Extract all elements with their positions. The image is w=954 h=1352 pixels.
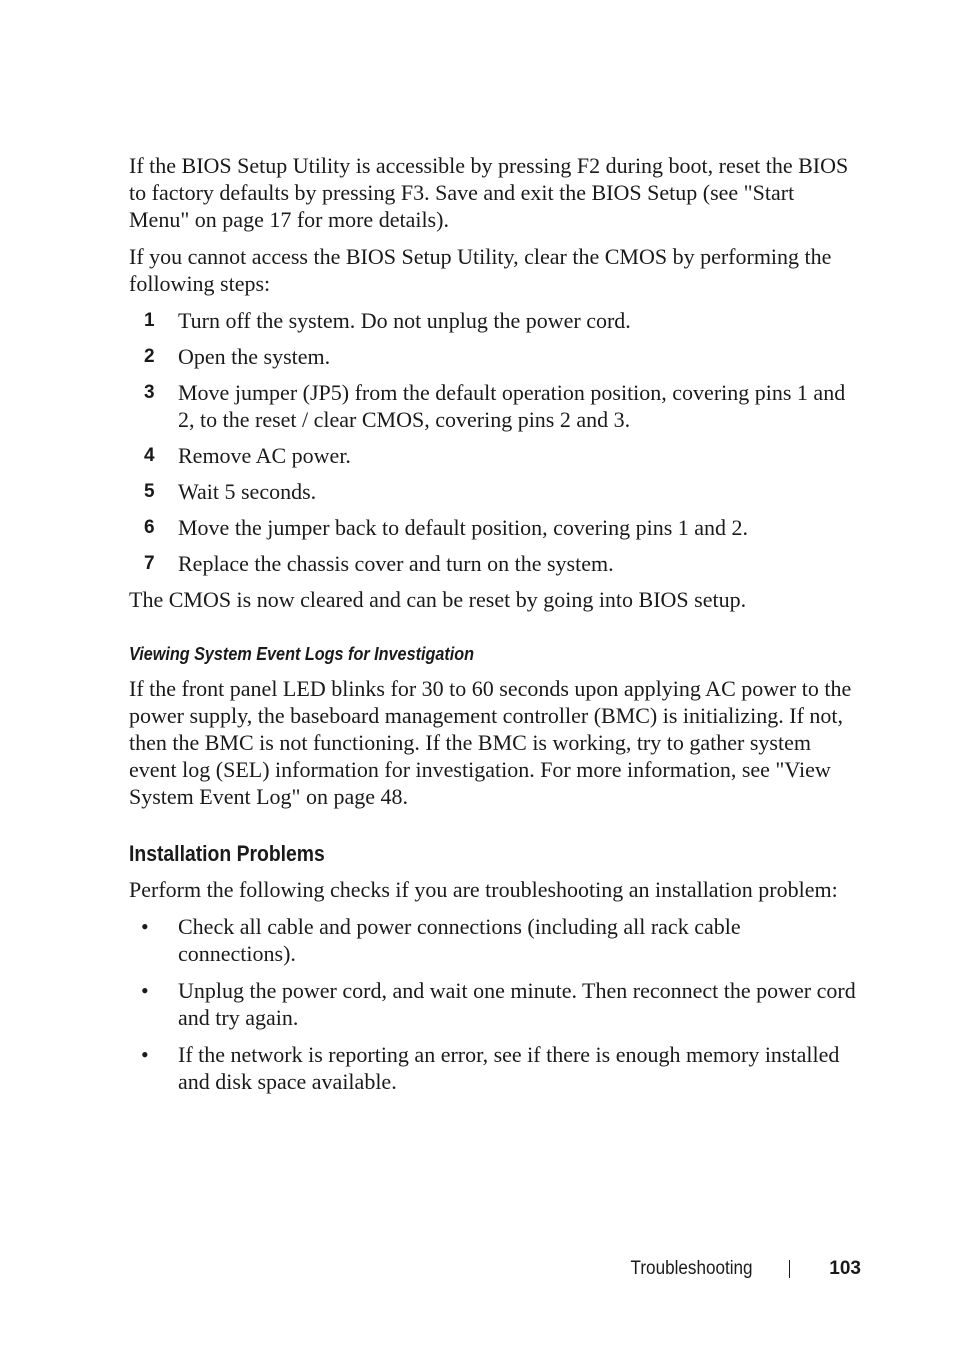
step-number: 5 bbox=[144, 481, 155, 502]
bullet-icon: • bbox=[141, 914, 149, 939]
list-item bbox=[129, 977, 857, 1031]
footer-section-name: Troubleshooting bbox=[630, 1258, 753, 1279]
step-number: 3 bbox=[144, 382, 155, 403]
list-item bbox=[129, 550, 857, 577]
installation-intro-paragraph: Perform the following checks if you are troubleshooting an installation problem: bbox=[129, 877, 838, 902]
step-text: Move jumper (JP5) from the default operation position, covering pins 1 and 2, to the reset / clear CMOS, covering pins 2 and 3. bbox=[178, 380, 846, 432]
step-text: Move the jumper back to default position, covering pins 1 and 2. bbox=[178, 515, 749, 540]
list-item bbox=[129, 1041, 857, 1095]
list-item bbox=[129, 442, 857, 469]
cmos-cleared-paragraph: The CMOS is now cleared and can be reset by going into BIOS setup. bbox=[129, 587, 747, 612]
list-item bbox=[129, 478, 857, 505]
installation-problems-heading: Installation Problems bbox=[129, 841, 325, 866]
bullet-icon: • bbox=[141, 1042, 149, 1067]
intro-paragraph-1: If the BIOS Setup Utility is accessible by pressing F2 during boot, reset the BIOS to factory defaults by pressing F3. Save and exit the BIOS Setup (see "Start Menu" on page 17 for more details). bbox=[129, 153, 849, 232]
bullet-text: If the network is reporting an error, see if there is enough memory installed and disk space available. bbox=[178, 1042, 840, 1094]
bullet-text: Check all cable and power connections (including all rack cable connections). bbox=[178, 914, 741, 966]
footer-divider bbox=[789, 1260, 790, 1278]
cmos-steps-list bbox=[129, 307, 857, 577]
bullet-icon: • bbox=[141, 978, 149, 1003]
page-footer bbox=[0, 1256, 954, 1282]
step-number: 6 bbox=[144, 517, 155, 538]
step-number: 7 bbox=[144, 553, 155, 574]
sel-section-heading: Viewing System Event Logs for Investigation bbox=[129, 644, 475, 664]
list-item bbox=[129, 307, 857, 334]
list-item bbox=[129, 514, 857, 541]
sel-section-paragraph: If the front panel LED blinks for 30 to 60 seconds upon applying AC power to the power supply, the baseboard management controller (BMC) is initializing. If not, then the BMC is not functioning. If the BMC is working, try to gather system event log (SEL) information for investigation. For more information, see "View System Event Log" on page 48. bbox=[129, 676, 852, 809]
step-text: Open the system. bbox=[178, 344, 331, 369]
bullet-text: Unplug the power cord, and wait one minute. Then reconnect the power cord and try again. bbox=[178, 978, 856, 1030]
step-number: 2 bbox=[144, 346, 155, 367]
step-text: Remove AC power. bbox=[178, 443, 351, 468]
intro-paragraph-2: If you cannot access the BIOS Setup Utility, clear the CMOS by performing the following steps: bbox=[129, 244, 832, 296]
page-number: 103 bbox=[829, 1258, 861, 1279]
step-text: Wait 5 seconds. bbox=[178, 479, 317, 504]
step-number: 4 bbox=[144, 445, 155, 466]
list-item bbox=[129, 343, 857, 370]
list-item bbox=[129, 379, 857, 433]
step-number: 1 bbox=[144, 310, 155, 331]
page-content bbox=[129, 152, 857, 1105]
step-text: Turn off the system. Do not unplug the power cord. bbox=[178, 308, 631, 333]
step-text: Replace the chassis cover and turn on the system. bbox=[178, 551, 614, 576]
list-item bbox=[129, 913, 857, 967]
installation-checks-list bbox=[129, 913, 857, 1095]
